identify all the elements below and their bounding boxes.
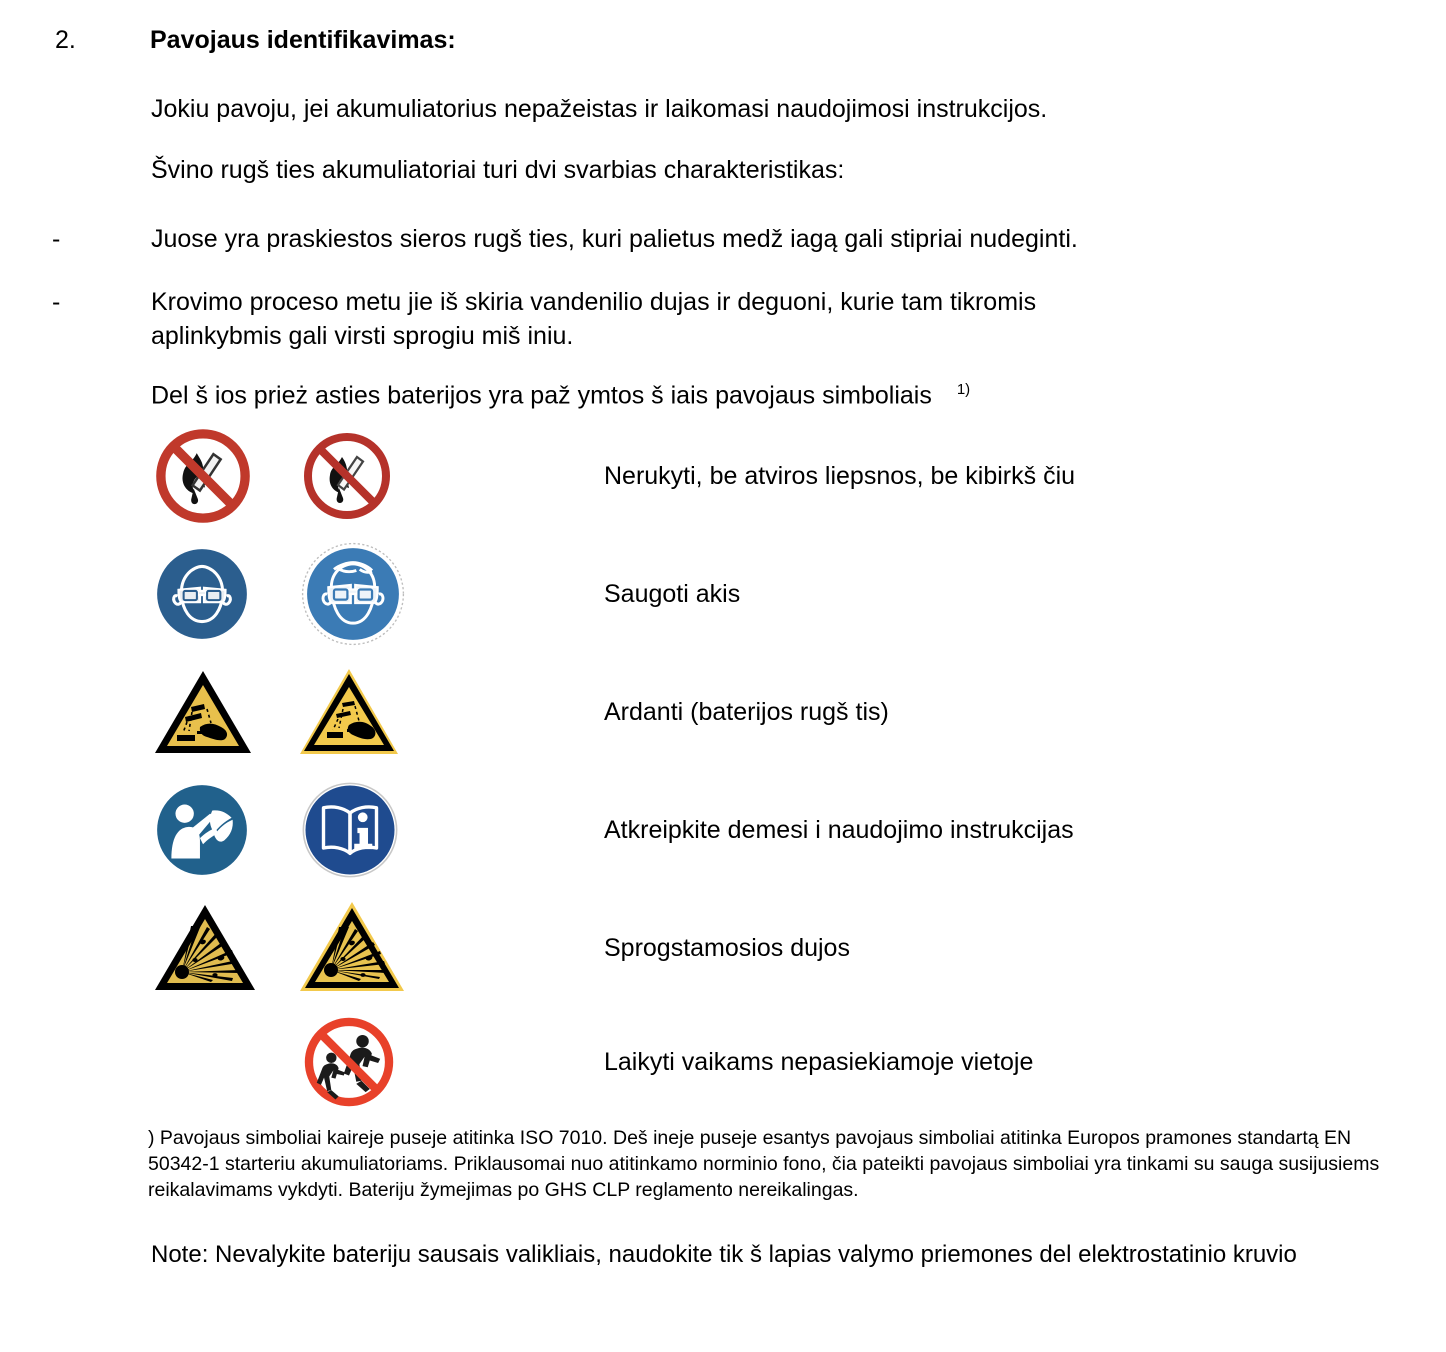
symbol-row <box>151 771 1381 889</box>
symbol-cell-en <box>291 1003 437 1121</box>
symbol-label: Sprogstamosios dujos <box>604 934 850 962</box>
symbol-cell-iso <box>151 417 291 535</box>
symbol-cell-en <box>291 771 437 889</box>
no-open-flame-en-icon <box>297 426 397 526</box>
symbol-label: Laikyti vaikams nepasiekiamoje vietoje <box>604 1048 1034 1076</box>
symbol-label: Saugoti akis <box>604 580 741 608</box>
symbol-row <box>151 417 1381 535</box>
bullet-marker-1: - <box>52 225 61 253</box>
paragraph-no-hazard: Jokiu pavoju, jei akumuliatorius nepažeistas ir laikomasi naudojimosi instrukcijos. <box>151 95 1048 123</box>
symbol-cell-en <box>291 653 437 771</box>
paragraph-symbols-intro-text: Del š ios prież asties baterijos yra paž ymtos š iais pavojaus simboliais <box>151 381 932 410</box>
symbol-cell-iso-empty <box>151 1003 291 1121</box>
keep-away-from-children-icon <box>297 1010 401 1114</box>
footnote-text: ) Pavojaus simboliai kaireje puseje atitinka ISO 7010. Deš ineje puseje esantys pavojaus simboliai atitinka Europos pramones standartą EN 50342-1 starteriu akumuliatoriams. Priklausomai nuo atitinkamo norminio fono, čia pateikti pavojaus simboliai yra tinkami su sauga susijusiems reikalavimams vykdyti. Bateriju žymejimas po GHS CLP reglamento nereikalingas. <box>148 1127 1380 1201</box>
no-open-flame-icon <box>151 424 255 528</box>
symbol-row <box>151 1007 1381 1117</box>
explosive-atmosphere-warning-icon <box>151 900 259 996</box>
symbol-cell-en <box>291 417 437 535</box>
symbol-label: Ardanti (baterijos rugš tis) <box>604 698 889 726</box>
bullet-2-line-2: aplinkybmis gali virsti sprogiu miš iniu. <box>151 322 574 350</box>
section-number: 2. <box>55 26 76 54</box>
explosive-atmosphere-warning-en-icon <box>297 899 407 997</box>
symbol-row <box>151 535 1381 653</box>
note-text: Note: Nevalykite bateriju sausais valikliais, naudokite tik š lapias valymo priemones del elektrostatinio kruvio <box>151 1241 1297 1268</box>
symbol-cell-iso <box>151 889 291 1007</box>
section-title-text: Pavojaus identifikavimas: <box>150 26 456 54</box>
symbol-row <box>151 653 1381 771</box>
section-heading-row <box>0 24 1380 56</box>
symbol-cell-en <box>291 535 437 653</box>
symbol-cell-iso <box>151 535 291 653</box>
paragraph-two-characteristics: Švino rugš ties akumuliatoriai turi dvi svarbias charakteristikas: <box>151 156 845 184</box>
paragraph-symbols-intro <box>151 373 1351 412</box>
symbol-cell-iso <box>151 771 291 889</box>
symbol-row <box>151 889 1381 1007</box>
bullet-marker-2: - <box>52 288 61 316</box>
section-title <box>150 24 456 56</box>
symbol-cell-en <box>291 889 437 1007</box>
corrosive-warning-icon <box>151 665 255 759</box>
bullet-2-line-1: Krovimo proceso metu jie iš skiria vandenilio dujas ir deguoni, kurie tam tikromis <box>151 288 1037 316</box>
symbol-cell-iso <box>151 653 291 771</box>
bullet-text-gases <box>151 285 1351 353</box>
symbol-label: Atkreipkite demesi i naudojimo instrukcijas <box>604 816 1074 844</box>
refer-to-instruction-booklet-icon <box>297 777 403 883</box>
hazard-symbol-table <box>151 417 1381 1117</box>
bullet-text-diluted-acid: Juose yra praskiestos sieros rugš ties, kuri palietus medž iagą gali stipriai nudeginti. <box>151 225 1078 253</box>
wear-eye-protection-icon <box>151 543 253 645</box>
footnote-marker: 1) <box>956 381 971 398</box>
read-instructions-icon <box>151 779 253 881</box>
symbol-label: Nerukyti, be atviros liepsnos, be kibirkš čiu <box>604 462 1076 490</box>
corrosive-warning-en-icon <box>297 665 401 759</box>
wear-eye-protection-en-icon <box>297 538 409 650</box>
